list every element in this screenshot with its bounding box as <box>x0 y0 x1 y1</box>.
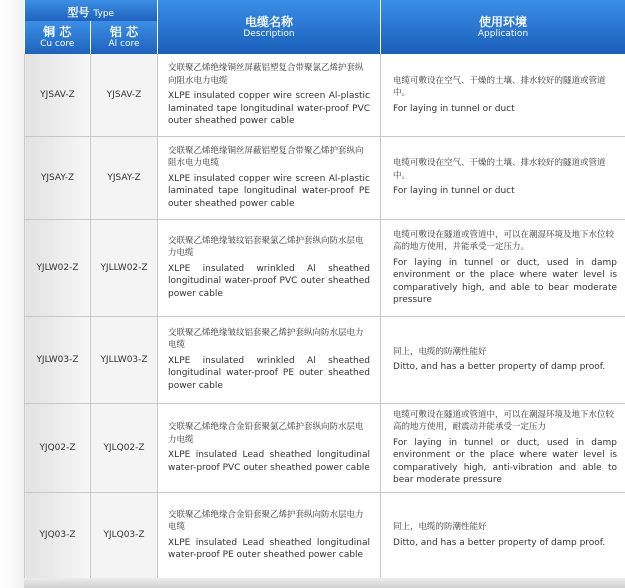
al-model-cell: YJLLW02-Z <box>91 219 158 316</box>
application-header: 使用环境 Application <box>381 0 625 54</box>
application-cell: 电缆可敷设在空气、干燥的土壤、排水较好的隧道或管道中。 For laying in tunnel or duct <box>381 54 625 136</box>
cu-core-header: 铜 芯 Cu core <box>25 21 91 54</box>
description-cell: 交联聚乙烯绝缘铜丝屏蔽铝塑复合带聚乙烯护套纵向阻水电力电缆 XLPE insulated copper wire screen Al-plastic laminated tape longitudinal water-proof PE outer sheathed power cable <box>158 136 381 219</box>
application-cell: 同上，电缆的防潮性能好 Ditto, and has a better property of damp proof. <box>381 316 625 403</box>
application-cell: 电缆可敷设在空气、干燥的土壤、排水较好的隧道或管道中。 For laying in tunnel or duct <box>381 136 625 219</box>
cable-spec-table-container <box>24 0 625 578</box>
description-cell: 交联聚乙烯绝缘皱纹铝套聚氯乙烯护套纵向防水层电力电缆 XLPE insulated wrinkled Al sheathed longitudinal water-proof PVC outer sheathed power cable <box>158 219 381 316</box>
al-model-cell: YJLLW03-Z <box>91 316 158 403</box>
description-cell: 交联聚乙烯绝缘铜丝屏蔽铝塑复合带聚氯乙烯护套纵向阻水电力电缆 XLPE insulated copper wire screen Al-plastic laminated tape longitudinal water-proof PVC outer sheathed power cable <box>158 54 381 136</box>
al-model-cell: YJSAY-Z <box>91 136 158 219</box>
table-row <box>25 54 625 136</box>
table-row <box>25 492 625 578</box>
table-row <box>25 136 625 219</box>
application-cell: 同上，电缆的防潮性能好 Ditto, and has a better property of damp proof. <box>381 492 625 578</box>
cu-model-cell: YJLW03-Z <box>25 316 91 403</box>
table-row <box>25 316 625 403</box>
bottom-bar <box>24 578 625 588</box>
description-cell: 交联聚乙烯绝缘合金铅套聚氯乙烯护套纵向防水层电力电缆 XLPE insulated Lead sheathed longitudinal water-proof PVC outer sheathed power cable <box>158 403 381 492</box>
application-cell: 电缆可敷设在隧道或管道中，可以在潮湿环境及地下水位较高的地方使用，并能承受一定压力。 For laying in tunnel or duct, used in damp environment or the place where water level is comparatively high, and able to bear moderate pressure <box>381 219 625 316</box>
cu-model-cell: YJLW02-Z <box>25 219 91 316</box>
cu-model-cell: YJSAY-Z <box>25 136 91 219</box>
page-margin <box>0 0 24 588</box>
table-row <box>25 219 625 316</box>
al-model-cell: YJSAV-Z <box>91 54 158 136</box>
description-cell: 交联聚乙烯绝缘合金铅套聚乙烯护套纵向防水层电力电缆 XLPE insulated Lead sheathed longitudinal water-proof PE outer sheathed power cable <box>158 492 381 578</box>
type-header: 型号 Type <box>25 0 158 21</box>
table-row <box>25 403 625 492</box>
al-model-cell: YJLQ02-Z <box>91 403 158 492</box>
al-model-cell: YJLQ03-Z <box>91 492 158 578</box>
cu-model-cell: YJSAV-Z <box>25 54 91 136</box>
cu-model-cell: YJQ03-Z <box>25 492 91 578</box>
cable-spec-table <box>24 0 625 579</box>
cu-model-cell: YJQ02-Z <box>25 403 91 492</box>
application-cell: 电缆可敷设在隧道或管道中，可以在潮湿环境及地下水位较高的地方使用，耐震动并能承受一定压力 For laying in tunnel or duct, used in damp environment or the place where water level is comparatively high, anti-vibration and able to bear moderate pressure <box>381 403 625 492</box>
al-core-header: 铝 芯 Al core <box>91 21 158 54</box>
description-header: 电缆名称 Description <box>158 0 381 54</box>
description-cell: 交联聚乙烯绝缘皱纹铝套聚乙烯护套纵向防水层电力电缆 XLPE insulated wrinkled Al sheathed longitudinal water-proof PE outer sheathed power cable <box>158 316 381 403</box>
